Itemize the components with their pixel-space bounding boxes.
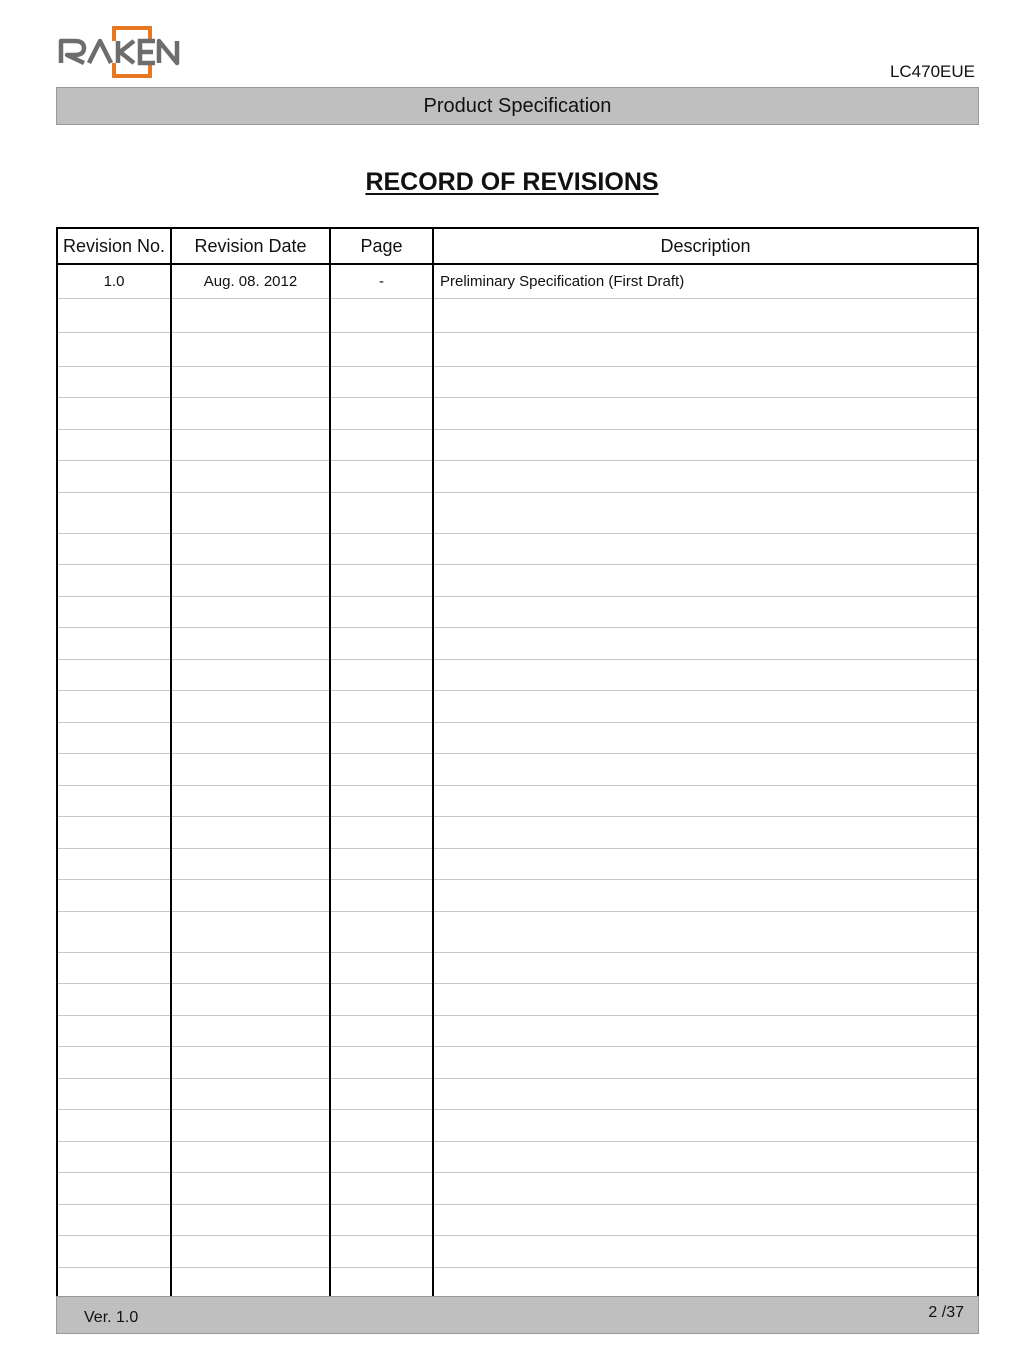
cell-description: [433, 848, 978, 880]
cell-revision-no: [57, 984, 171, 1016]
cell-revision-no: [57, 628, 171, 660]
cell-revision-date: [171, 722, 330, 754]
cell-description: [433, 366, 978, 398]
cell-page: [330, 398, 433, 430]
cell-description: [433, 596, 978, 628]
cell-description: [433, 817, 978, 849]
cell-revision-date: [171, 952, 330, 984]
cell-revision-date: [171, 533, 330, 565]
table-row: [57, 398, 978, 430]
cell-revision-no: [57, 366, 171, 398]
table-row: [57, 817, 978, 849]
cell-description: [433, 1141, 978, 1173]
cell-revision-no: [57, 332, 171, 366]
table-row: [57, 565, 978, 597]
table-row: [57, 429, 978, 461]
cell-revision-date: [171, 1236, 330, 1268]
cell-description: [433, 880, 978, 912]
cell-description: [433, 492, 978, 533]
cell-description: Preliminary Specification (First Draft): [433, 264, 978, 298]
cell-page: [330, 366, 433, 398]
cell-revision-no: [57, 492, 171, 533]
cell-revision-no: [57, 1267, 171, 1299]
cell-revision-date: [171, 596, 330, 628]
cell-revision-date: [171, 565, 330, 597]
cell-page: [330, 461, 433, 493]
table-row: [57, 628, 978, 660]
col-revision-date: Revision Date: [171, 228, 330, 264]
cell-revision-no: [57, 952, 171, 984]
cell-description: [433, 911, 978, 952]
table-row: [57, 1267, 978, 1299]
cell-revision-no: [57, 785, 171, 817]
cell-description: [433, 461, 978, 493]
table-row: [57, 1236, 978, 1268]
table-header-row: [57, 228, 978, 264]
cell-page: [330, 848, 433, 880]
cell-description: [433, 722, 978, 754]
table-row: [57, 1173, 978, 1205]
cell-page: [330, 754, 433, 786]
page-number: 2 /37: [928, 1304, 964, 1321]
cell-revision-date: [171, 398, 330, 430]
table-row: [57, 492, 978, 533]
cell-page: [330, 817, 433, 849]
cell-description: [433, 1267, 978, 1299]
cell-revision-date: [171, 911, 330, 952]
cell-revision-date: [171, 785, 330, 817]
cell-description: [433, 659, 978, 691]
table-row: [57, 691, 978, 723]
cell-revision-date: [171, 332, 330, 366]
cell-revision-date: [171, 1110, 330, 1142]
cell-description: [433, 298, 978, 332]
cell-revision-no: [57, 461, 171, 493]
version-label: Ver. 1.0: [84, 1309, 139, 1326]
model-number: LC470EUE: [889, 62, 975, 81]
cell-page: [330, 1141, 433, 1173]
cell-revision-date: [171, 1173, 330, 1205]
cell-page: [330, 880, 433, 912]
cell-revision-date: [171, 1141, 330, 1173]
cell-revision-date: [171, 1204, 330, 1236]
cell-description: [433, 1015, 978, 1047]
cell-revision-date: [171, 1047, 330, 1079]
page-title: RECORD OF REVISIONS: [365, 168, 659, 196]
table-row: [57, 264, 978, 298]
cell-revision-no: [57, 659, 171, 691]
banner-text: Product Specification: [423, 94, 612, 117]
cell-revision-date: [171, 366, 330, 398]
cell-description: [433, 1078, 978, 1110]
table-row: [57, 1141, 978, 1173]
cell-revision-no: [57, 817, 171, 849]
table-row: [57, 1110, 978, 1142]
table-row: [57, 722, 978, 754]
table-row: [57, 1015, 978, 1047]
cell-revision-no: [57, 1110, 171, 1142]
cell-page: [330, 429, 433, 461]
table-row: [57, 366, 978, 398]
cell-revision-no: [57, 565, 171, 597]
cell-page: [330, 1110, 433, 1142]
cell-revision-no: [57, 848, 171, 880]
col-page: Page: [330, 228, 433, 264]
cell-revision-date: [171, 1015, 330, 1047]
cell-revision-no: [57, 596, 171, 628]
cell-description: [433, 565, 978, 597]
raken-logo: [58, 24, 182, 80]
cell-description: [433, 691, 978, 723]
cell-revision-no: [57, 911, 171, 952]
cell-revision-date: [171, 1078, 330, 1110]
cell-page: -: [330, 264, 433, 298]
table-row: [57, 298, 978, 332]
cell-revision-no: [57, 754, 171, 786]
cell-revision-no: [57, 880, 171, 912]
cell-description: [433, 332, 978, 366]
cell-revision-date: [171, 984, 330, 1016]
cell-page: [330, 952, 433, 984]
cell-page: [330, 785, 433, 817]
cell-page: [330, 1015, 433, 1047]
table-row: [57, 1078, 978, 1110]
cell-description: [433, 984, 978, 1016]
cell-revision-no: [57, 1015, 171, 1047]
product-spec-banner: [56, 87, 979, 125]
cell-revision-date: [171, 298, 330, 332]
table-row: [57, 1047, 978, 1079]
cell-description: [433, 952, 978, 984]
cell-page: [330, 1047, 433, 1079]
cell-revision-no: [57, 298, 171, 332]
cell-revision-no: 1.0: [57, 264, 171, 298]
cell-description: [433, 754, 978, 786]
cell-revision-date: [171, 754, 330, 786]
cell-revision-no: [57, 398, 171, 430]
table-row: [57, 659, 978, 691]
cell-revision-date: Aug. 08. 2012: [171, 264, 330, 298]
cell-revision-date: [171, 628, 330, 660]
table-row: [57, 984, 978, 1016]
cell-revision-no: [57, 1204, 171, 1236]
cell-page: [330, 659, 433, 691]
footer-bar: [56, 1296, 979, 1334]
cell-revision-date: [171, 492, 330, 533]
table-row: [57, 785, 978, 817]
cell-description: [433, 628, 978, 660]
cell-revision-date: [171, 429, 330, 461]
cell-description: [433, 533, 978, 565]
cell-page: [330, 1236, 433, 1268]
cell-revision-no: [57, 1236, 171, 1268]
cell-revision-date: [171, 659, 330, 691]
cell-page: [330, 984, 433, 1016]
cell-description: [433, 1173, 978, 1205]
table-row: [57, 952, 978, 984]
cell-revision-date: [171, 880, 330, 912]
cell-description: [433, 785, 978, 817]
cell-page: [330, 492, 433, 533]
cell-revision-no: [57, 1078, 171, 1110]
cell-description: [433, 398, 978, 430]
revisions-table: [56, 227, 979, 1300]
cell-revision-no: [57, 429, 171, 461]
cell-page: [330, 596, 433, 628]
cell-revision-no: [57, 533, 171, 565]
cell-description: [433, 1204, 978, 1236]
cell-page: [330, 722, 433, 754]
table-row: [57, 880, 978, 912]
cell-revision-date: [171, 691, 330, 723]
cell-page: [330, 565, 433, 597]
cell-description: [433, 1047, 978, 1079]
cell-page: [330, 628, 433, 660]
cell-page: [330, 1267, 433, 1299]
cell-page: [330, 332, 433, 366]
cell-revision-no: [57, 722, 171, 754]
cell-page: [330, 1173, 433, 1205]
cell-page: [330, 1078, 433, 1110]
col-description: Description: [433, 228, 978, 264]
col-revision-no: Revision No.: [57, 228, 171, 264]
cell-revision-no: [57, 691, 171, 723]
cell-revision-no: [57, 1141, 171, 1173]
cell-page: [330, 911, 433, 952]
cell-description: [433, 429, 978, 461]
table-row: [57, 461, 978, 493]
cell-revision-no: [57, 1047, 171, 1079]
table-row: [57, 332, 978, 366]
cell-revision-date: [171, 461, 330, 493]
cell-page: [330, 533, 433, 565]
cell-revision-date: [171, 848, 330, 880]
cell-page: [330, 1204, 433, 1236]
table-row: [57, 754, 978, 786]
table-row: [57, 911, 978, 952]
cell-description: [433, 1110, 978, 1142]
cell-page: [330, 691, 433, 723]
cell-revision-no: [57, 1173, 171, 1205]
cell-description: [433, 1236, 978, 1268]
cell-revision-date: [171, 817, 330, 849]
table-row: [57, 533, 978, 565]
table-row: [57, 848, 978, 880]
cell-page: [330, 298, 433, 332]
table-row: [57, 596, 978, 628]
cell-revision-date: [171, 1267, 330, 1299]
table-row: [57, 1204, 978, 1236]
